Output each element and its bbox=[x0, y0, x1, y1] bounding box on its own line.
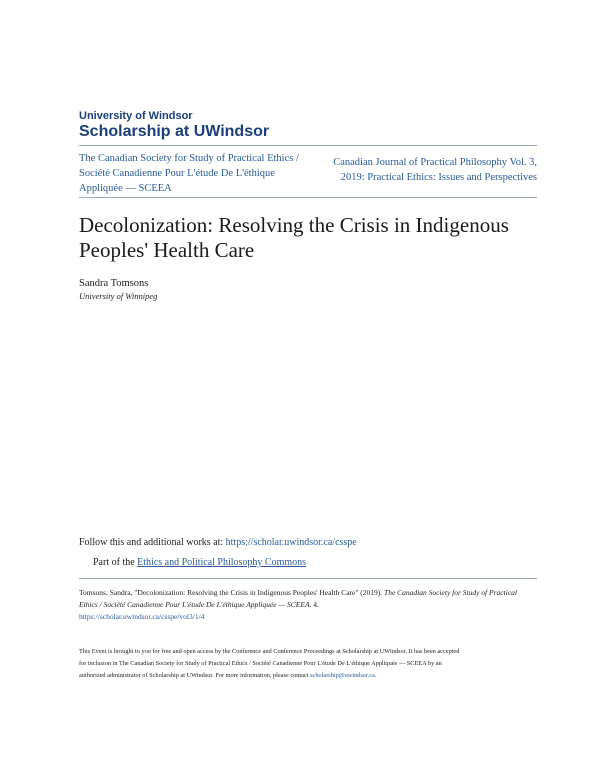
citation-url-link[interactable]: https://scholar.uwindsor.ca/csspe/vol3/1/4 bbox=[79, 612, 205, 621]
title-line-1: Decolonization: Resolving the Crisis in Indigenous bbox=[79, 213, 509, 237]
follow-url-link[interactable]: https://scholar.uwindsor.ca/csspe bbox=[225, 537, 357, 548]
notice-line-3-prefix: authorized administrator of Scholarship at UWindsor. For more information, please contact bbox=[79, 672, 311, 679]
citation-series: The Canadian Society for Study of Practical Ethics / Société Canadienne Pour L'étude De L'éthique Appliquée — SCEEA bbox=[79, 588, 517, 609]
part-of-line bbox=[93, 556, 306, 569]
commons-link[interactable]: Ethics and Political Philosophy Commons bbox=[137, 557, 307, 568]
paper-title bbox=[79, 213, 549, 263]
part-prefix: Part of the bbox=[93, 557, 138, 568]
author-name: Sandra Tomsons bbox=[79, 278, 149, 289]
contact-email-link[interactable]: scholarship@uwindsor.ca bbox=[310, 672, 375, 679]
repository-name[interactable]: Scholarship at UWindsor bbox=[79, 123, 270, 140]
notice-line-2: for inclusion in The Canadian Society for Study of Practical Ethics / Société Canadienne Pour L'étude De L'éthique Appliquée — SCEEA by an bbox=[79, 660, 442, 667]
middle-divider bbox=[79, 197, 537, 198]
notice-line-3-suffix: . bbox=[374, 672, 377, 679]
citation-suffix: . 4. bbox=[309, 600, 319, 609]
access-notice bbox=[79, 646, 537, 682]
institution-name: University of Windsor bbox=[79, 110, 193, 122]
follow-prefix: Follow this and additional works at: bbox=[79, 537, 226, 548]
follow-line bbox=[79, 536, 357, 549]
author-affiliation: University of Winnipeg bbox=[79, 291, 158, 301]
journal-line-2: 2019: Practical Ethics: Issues and Perspectives bbox=[340, 172, 537, 183]
citation-text: Tomsons, Sandra, "Decolonization: Resolving the Crisis in Indigenous Peoples' Health Care" (2019). bbox=[79, 588, 385, 597]
title-line-2: Peoples' Health Care bbox=[79, 238, 255, 262]
journal-line-1: Canadian Journal of Practical Philosophy Vol. 3, bbox=[333, 157, 537, 168]
notice-line-3 bbox=[79, 670, 537, 682]
series-line-3: Appliquée — SCEEA bbox=[79, 183, 172, 194]
series-link[interactable] bbox=[79, 151, 319, 196]
series-line-1: The Canadian Society for Study of Practical Ethics / bbox=[79, 153, 299, 164]
top-divider bbox=[79, 145, 537, 146]
citation-block bbox=[79, 587, 537, 623]
series-line-2: Société Canadienne Pour L'étude De L'éthique bbox=[79, 168, 275, 179]
bottom-divider bbox=[79, 578, 537, 579]
notice-line-1: This Event is brought to you for free and open access by the Conference and Conference Proceedings at Scholarship at UWindsor. It has been accepted bbox=[79, 648, 460, 655]
journal-link[interactable] bbox=[319, 155, 537, 185]
